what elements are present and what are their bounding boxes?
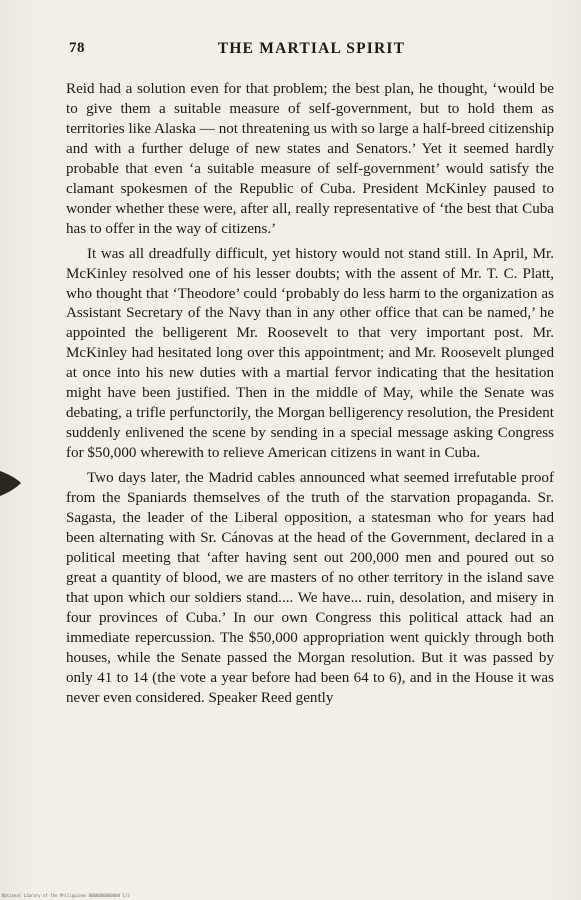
page-number: 78 xyxy=(69,40,85,56)
library-stamp: National Library of the Philippines 0000000000000 1/2 xyxy=(2,893,130,898)
binding-shadow-mark xyxy=(0,468,22,498)
page-header xyxy=(69,40,554,64)
paragraph: Reid had a solution even for that problem; the best plan, he thought, ‘would be to give them a suitable measure of self-government, but to hold them as territories like Alaska — not threatening us with so large a half-breed citizenship and with a further deluge of new states and Senators.’ Yet it seemed hardly probable that even ‘a suitable measure of self-government’ would satisfy the clamant spokesmen of the Republic of Cuba. President McKinley paused to wonder whether these were, after all, really representative of ‘the best that Cuba has to offer in the way of citizens.’ xyxy=(66,81,554,237)
body-text xyxy=(66,80,554,709)
paragraph: Two days later, the Madrid cables announced what seemed irrefutable proof from the Spaniards themselves of the truth of the starvation propaganda. Sr. Sagasta, the leader of the Liberal opposition, a statesman who for years had been alternating with Sr. Cánovas at the head of the Government, declared in a political meeting that ‘after having sent out 200,000 men and poured out so great a quantity of blood, we are masters of no other territory in the island save that upon which our soldiers stand.... We have... ruin, desolation, and misery in four provinces of Cuba.’ In our own Congress this political attack had an immediate repercussion. The $50,000 appropriation went quickly through both houses, while the Senate passed the Morgan resolution. But it was passed by only 41 to 14 (the vote a year before had been 64 to 6), and in the House it was never even considered. Speaker Reed gently xyxy=(66,470,554,706)
paragraph: It was all dreadfully difficult, yet history would not stand still. In April, Mr. McKinley resolved one of his lesser doubts; with the assent of Mr. T. C. Platt, who thought that ‘Theodore’ could ‘probably do less harm to the organization as Assistant Secretary of the Navy than in any other office that can be named,’ he appointed the belligerent Mr. Roosevelt to that very important post. Mr. McKinley had hesitated long over this appointment; and Mr. Roosevelt plunged at once into his new duties with a martial fervor indicating that the hesitation might have been justified. Then in the middle of May, while the Senate was debating, a trifle perfunctorily, the Morgan belligerency resolution, the President suddenly enlivened the scene by sending in a special message asking Congress for $50,000 wherewith to relieve American citizens in want in Cuba. xyxy=(66,245,554,462)
running-head: THE MARTIAL SPIRIT xyxy=(217,40,406,57)
